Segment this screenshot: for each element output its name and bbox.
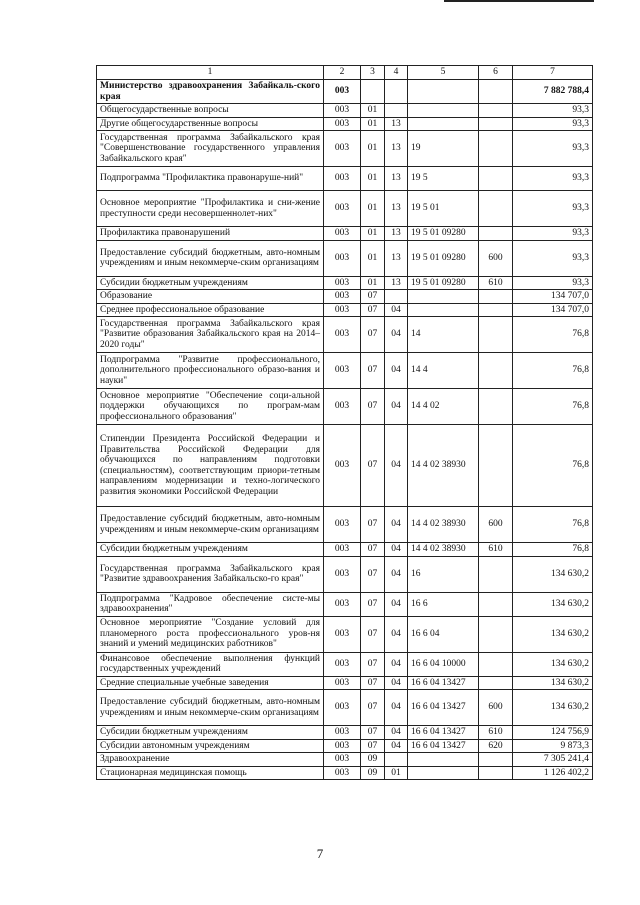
expense-type-cell: 610: [479, 726, 513, 740]
expense-type-cell: [479, 317, 513, 353]
item-name-cell: Министерство здравоохранения Забайкаль-ского края: [97, 80, 324, 104]
item-name-cell: Стационарная медицинская помощь: [97, 766, 324, 780]
ministry-code-cell: 003: [324, 753, 361, 767]
amount-cell: 9 873,3: [513, 739, 593, 753]
expense-type-cell: [479, 652, 513, 676]
ministry-code-cell: 003: [324, 389, 361, 425]
item-name-cell: Подпрограмма "Развитие профессионального, дополнительного профессионального образо-вания и науки": [97, 353, 324, 389]
amount-cell: 93,3: [513, 117, 593, 131]
subsection-code-cell: 04: [385, 425, 408, 507]
target-article-cell: 14 4: [408, 353, 479, 389]
item-name-cell: Образование: [97, 290, 324, 304]
ministry-code-cell: 003: [324, 353, 361, 389]
item-name-cell: Финансовое обеспечение выполнения функций государственных учреждений: [97, 652, 324, 676]
section-code-cell: 07: [361, 507, 385, 543]
section-code-cell: 01: [361, 276, 385, 290]
table-row: [97, 690, 593, 726]
amount-cell: 134 630,2: [513, 616, 593, 652]
table-row: [97, 104, 593, 118]
item-name-cell: Государственная программа Забайкальского края "Развитие образования Забайкальского края на 2014–2020 годы": [97, 317, 324, 353]
target-article-cell: 14 4 02 38930: [408, 543, 479, 557]
subsection-code-cell: 04: [385, 726, 408, 740]
amount-cell: 76,8: [513, 317, 593, 353]
section-code-cell: 01: [361, 131, 385, 167]
amount-cell: 93,3: [513, 227, 593, 241]
table-row: [97, 303, 593, 317]
section-code-cell: 07: [361, 353, 385, 389]
section-code-cell: 09: [361, 753, 385, 767]
target-article-cell: 14 4 02 38930: [408, 425, 479, 507]
expense-type-cell: [479, 227, 513, 241]
ministry-code-cell: 003: [324, 290, 361, 304]
subsection-code-cell: 04: [385, 389, 408, 425]
section-code-cell: 01: [361, 104, 385, 118]
subsection-code-cell: [385, 104, 408, 118]
expense-type-cell: [479, 556, 513, 592]
header-cell: 7: [513, 66, 593, 80]
ministry-code-cell: 003: [324, 616, 361, 652]
target-article-cell: 16 6 04 13427: [408, 739, 479, 753]
header-cell: 5: [408, 66, 479, 80]
amount-cell: 76,8: [513, 507, 593, 543]
table-row: [97, 240, 593, 276]
ministry-code-cell: 003: [324, 131, 361, 167]
ministry-code-cell: 003: [324, 117, 361, 131]
expense-type-cell: [479, 353, 513, 389]
amount-cell: 1 126 402,2: [513, 766, 593, 780]
page-number: 7: [316, 846, 324, 861]
target-article-cell: 14 4 02 38930: [408, 507, 479, 543]
target-article-cell: 16 6 04 10000: [408, 652, 479, 676]
target-article-cell: [408, 80, 479, 104]
header-cell: 3: [361, 66, 385, 80]
amount-cell: 134 630,2: [513, 592, 593, 616]
expense-type-cell: 600: [479, 507, 513, 543]
subsection-code-cell: 13: [385, 276, 408, 290]
item-name-cell: Субсидии бюджетным учреждениям: [97, 726, 324, 740]
section-code-cell: 01: [361, 227, 385, 241]
target-article-cell: 19 5 01 09280: [408, 240, 479, 276]
table-row: [97, 317, 593, 353]
expense-type-cell: [479, 389, 513, 425]
amount-cell: 76,8: [513, 389, 593, 425]
ministry-code-cell: 003: [324, 766, 361, 780]
header-cell: 4: [385, 66, 408, 80]
table-row: [97, 117, 593, 131]
amount-cell: 134 630,2: [513, 556, 593, 592]
header-row: [97, 66, 593, 80]
item-name-cell: Здравоохранение: [97, 753, 324, 767]
amount-cell: 76,8: [513, 353, 593, 389]
item-name-cell: Государственная программа Забайкальского края "Развитие здравоохранения Забайкальско-го края": [97, 556, 324, 592]
ministry-code-cell: 003: [324, 167, 361, 191]
target-article-cell: 19 5: [408, 167, 479, 191]
amount-cell: 93,3: [513, 191, 593, 227]
table-row: [97, 616, 593, 652]
table-row: [97, 556, 593, 592]
table-row: [97, 191, 593, 227]
table-row: [97, 353, 593, 389]
target-article-cell: [408, 766, 479, 780]
target-article-cell: 19: [408, 131, 479, 167]
amount-cell: 93,3: [513, 104, 593, 118]
section-code-cell: 07: [361, 652, 385, 676]
amount-cell: 93,3: [513, 240, 593, 276]
section-code-cell: 07: [361, 425, 385, 507]
ministry-code-cell: 003: [324, 739, 361, 753]
expense-type-cell: [479, 104, 513, 118]
ministry-code-cell: 003: [324, 676, 361, 690]
table-row: [97, 592, 593, 616]
item-name-cell: Основное мероприятие "Обеспечение соци-альной поддержки обучающихся по програм-мам профессионального образования": [97, 389, 324, 425]
expense-type-cell: [479, 676, 513, 690]
ministry-code-cell: 003: [324, 240, 361, 276]
item-name-cell: Субсидии автономным учреждениям: [97, 739, 324, 753]
ministry-code-cell: 003: [324, 592, 361, 616]
expense-type-cell: [479, 592, 513, 616]
ministry-code-cell: 003: [324, 507, 361, 543]
amount-cell: 76,8: [513, 425, 593, 507]
subsection-code-cell: 04: [385, 592, 408, 616]
table-row: [97, 290, 593, 304]
target-article-cell: 16 6: [408, 592, 479, 616]
ministry-code-cell: 003: [324, 726, 361, 740]
table-row: [97, 227, 593, 241]
ministry-code-cell: 003: [324, 303, 361, 317]
table-row: [97, 80, 593, 104]
ministry-code-cell: 003: [324, 104, 361, 118]
subsection-code-cell: [385, 753, 408, 767]
expense-type-cell: [479, 117, 513, 131]
section-code-cell: 07: [361, 290, 385, 304]
expense-type-cell: [479, 131, 513, 167]
header-cell: 6: [479, 66, 513, 80]
section-code-cell: 07: [361, 726, 385, 740]
expense-type-cell: 600: [479, 690, 513, 726]
target-article-cell: [408, 117, 479, 131]
subsection-code-cell: 13: [385, 131, 408, 167]
item-name-cell: Средние специальные учебные заведения: [97, 676, 324, 690]
target-article-cell: 16 6 04: [408, 616, 479, 652]
item-name-cell: Профилактика правонарушений: [97, 227, 324, 241]
amount-cell: 134 707,0: [513, 290, 593, 304]
subsection-code-cell: 13: [385, 227, 408, 241]
amount-cell: 7 305 241,4: [513, 753, 593, 767]
section-code-cell: 07: [361, 690, 385, 726]
expense-type-cell: [479, 290, 513, 304]
amount-cell: 7 882 788,4: [513, 80, 593, 104]
item-name-cell: Другие общегосударственные вопросы: [97, 117, 324, 131]
expense-type-cell: 600: [479, 240, 513, 276]
item-name-cell: Государственная программа Забайкальского края "Совершенствование государственного управления Забайкальского края": [97, 131, 324, 167]
amount-cell: 134 630,2: [513, 652, 593, 676]
target-article-cell: 14 4 02: [408, 389, 479, 425]
ministry-code-cell: 003: [324, 690, 361, 726]
section-code-cell: 01: [361, 240, 385, 276]
item-name-cell: Субсидии бюджетным учреждениям: [97, 543, 324, 557]
subsection-code-cell: 04: [385, 652, 408, 676]
amount-cell: 124 756,9: [513, 726, 593, 740]
expense-type-cell: [479, 616, 513, 652]
expense-type-cell: 620: [479, 739, 513, 753]
table-row: [97, 739, 593, 753]
expense-type-cell: [479, 303, 513, 317]
table-row: [97, 425, 593, 507]
section-code-cell: 07: [361, 303, 385, 317]
table-row: [97, 726, 593, 740]
table-row: [97, 276, 593, 290]
item-name-cell: Предоставление субсидий бюджетным, авто-номным учреждениям и иным некоммерче-ским организациям: [97, 240, 324, 276]
table-row: [97, 753, 593, 767]
subsection-code-cell: 01: [385, 766, 408, 780]
table-row: [97, 652, 593, 676]
subsection-code-cell: 04: [385, 317, 408, 353]
ministry-code-cell: 003: [324, 652, 361, 676]
section-code-cell: 09: [361, 766, 385, 780]
target-article-cell: 19 5 01 09280: [408, 227, 479, 241]
ministry-code-cell: 003: [324, 276, 361, 290]
expense-type-cell: [479, 191, 513, 227]
section-code-cell: 07: [361, 389, 385, 425]
amount-cell: 134 630,2: [513, 676, 593, 690]
section-code-cell: 07: [361, 556, 385, 592]
expense-type-cell: [479, 167, 513, 191]
section-code-cell: 07: [361, 317, 385, 353]
expense-type-cell: 610: [479, 543, 513, 557]
subsection-code-cell: 04: [385, 739, 408, 753]
expense-type-cell: [479, 425, 513, 507]
amount-cell: 93,3: [513, 167, 593, 191]
ministry-code-cell: 003: [324, 543, 361, 557]
item-name-cell: Предоставление субсидий бюджетным, авто-номным учреждениям и иным некоммерче-ским организациям: [97, 507, 324, 543]
item-name-cell: Среднее профессиональное образование: [97, 303, 324, 317]
target-article-cell: [408, 753, 479, 767]
table-row: [97, 507, 593, 543]
subsection-code-cell: 13: [385, 167, 408, 191]
target-article-cell: 19 5 01: [408, 191, 479, 227]
amount-cell: 134 707,0: [513, 303, 593, 317]
subsection-code-cell: 13: [385, 240, 408, 276]
ministry-code-cell: 003: [324, 317, 361, 353]
item-name-cell: Основное мероприятие "Создание условий для планомерного роста профессионального уров-ня знаний и умений медицинских работников": [97, 616, 324, 652]
ministry-code-cell: 003: [324, 80, 361, 104]
target-article-cell: 16: [408, 556, 479, 592]
amount-cell: 93,3: [513, 131, 593, 167]
expense-type-cell: [479, 80, 513, 104]
subsection-code-cell: 04: [385, 507, 408, 543]
amount-cell: 93,3: [513, 276, 593, 290]
section-code-cell: 07: [361, 616, 385, 652]
item-name-cell: Подпрограмма "Кадровое обеспечение систе-мы здравоохранения": [97, 592, 324, 616]
expense-type-cell: 610: [479, 276, 513, 290]
subsection-code-cell: 04: [385, 353, 408, 389]
subsection-code-cell: 04: [385, 303, 408, 317]
section-code-cell: [361, 80, 385, 104]
header-cell: 1: [97, 66, 324, 80]
target-article-cell: [408, 303, 479, 317]
target-article-cell: 16 6 04 13427: [408, 690, 479, 726]
item-name-cell: Субсидии бюджетным учреждениям: [97, 276, 324, 290]
subsection-code-cell: 13: [385, 117, 408, 131]
target-article-cell: 16 6 04 13427: [408, 676, 479, 690]
table-row: [97, 543, 593, 557]
target-article-cell: [408, 290, 479, 304]
section-code-cell: 07: [361, 676, 385, 690]
ministry-code-cell: 003: [324, 556, 361, 592]
budget-table: [96, 65, 593, 780]
header-cell: 2: [324, 66, 361, 80]
table-row: [97, 676, 593, 690]
section-code-cell: 07: [361, 543, 385, 557]
subsection-code-cell: 04: [385, 556, 408, 592]
subsection-code-cell: 04: [385, 690, 408, 726]
ministry-code-cell: 003: [324, 191, 361, 227]
item-name-cell: Предоставление субсидий бюджетным, авто-номным учреждениям и иным некоммерче-ским организациям: [97, 690, 324, 726]
expense-type-cell: [479, 753, 513, 767]
target-article-cell: 16 6 04 13427: [408, 726, 479, 740]
section-code-cell: 01: [361, 191, 385, 227]
subsection-code-cell: [385, 80, 408, 104]
subsection-code-cell: 04: [385, 676, 408, 690]
item-name-cell: Стипендии Президента Российской Федерации и Правительства Российской Федерации для обучающихся по направлениям подготовки (специальностям), соответствующим приори-тетным направлениям модернизации и техно-логического развития экономики Российской Федерации: [97, 425, 324, 507]
table-row: [97, 389, 593, 425]
subsection-code-cell: 04: [385, 616, 408, 652]
table-row: [97, 167, 593, 191]
amount-cell: 76,8: [513, 543, 593, 557]
table-row: [97, 131, 593, 167]
amount-cell: 134 630,2: [513, 690, 593, 726]
ministry-code-cell: 003: [324, 227, 361, 241]
target-article-cell: 19 5 01 09280: [408, 276, 479, 290]
subsection-code-cell: 13: [385, 191, 408, 227]
item-name-cell: Общегосударственные вопросы: [97, 104, 324, 118]
item-name-cell: Подпрограмма "Профилактика правонаруше-ний": [97, 167, 324, 191]
subsection-code-cell: 04: [385, 543, 408, 557]
section-code-cell: 01: [361, 117, 385, 131]
ministry-code-cell: 003: [324, 425, 361, 507]
section-code-cell: 07: [361, 592, 385, 616]
item-name-cell: Основное мероприятие "Профилактика и сни-жение преступности среди несовершеннолет-них": [97, 191, 324, 227]
target-article-cell: 14: [408, 317, 479, 353]
expense-type-cell: [479, 766, 513, 780]
target-article-cell: [408, 104, 479, 118]
section-code-cell: 07: [361, 739, 385, 753]
section-code-cell: 01: [361, 167, 385, 191]
top-rule: [444, 0, 594, 2]
table-row: [97, 766, 593, 780]
subsection-code-cell: [385, 290, 408, 304]
